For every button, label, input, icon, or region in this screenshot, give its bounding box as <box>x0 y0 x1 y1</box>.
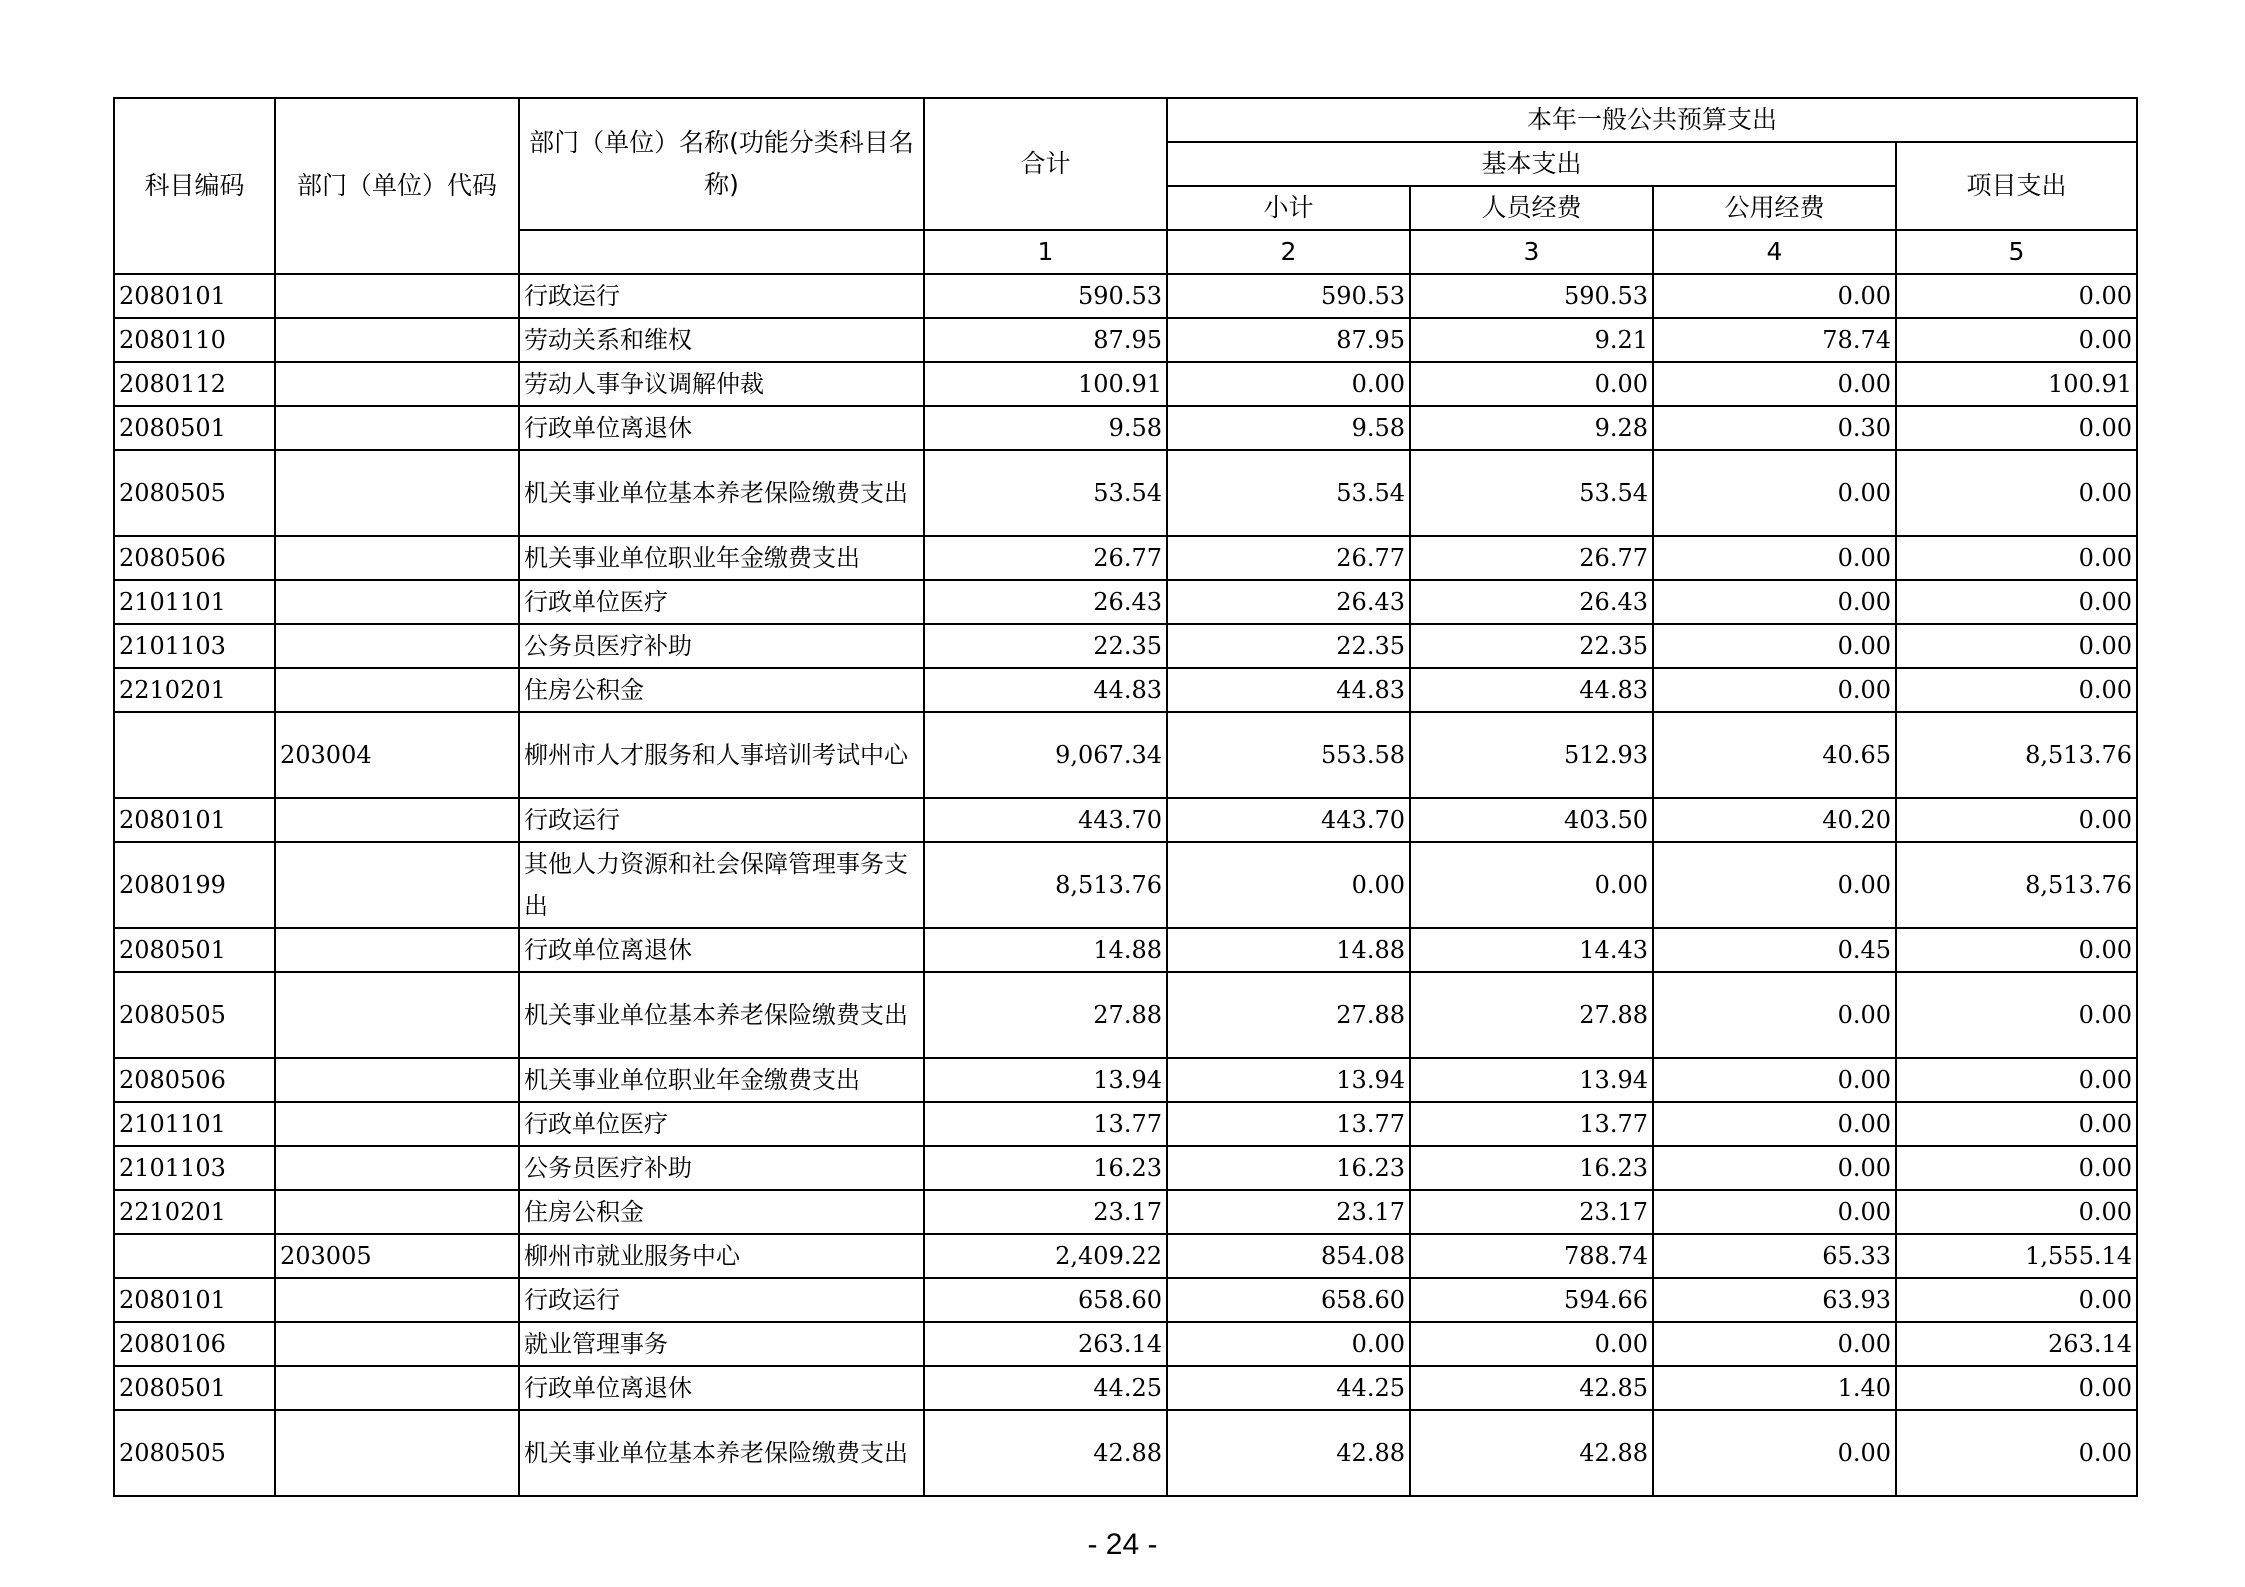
personnel-cell: 27.88 <box>1410 972 1653 1058</box>
subject-code-cell: 2080110 <box>114 318 275 362</box>
project-cell: 100.91 <box>1896 362 2137 406</box>
total-cell: 9.58 <box>924 406 1167 450</box>
dept-name-cell: 公务员医疗补助 <box>519 624 924 668</box>
personnel-cell: 14.43 <box>1410 928 1653 972</box>
dept-code-cell: 203005 <box>275 1234 519 1278</box>
dept-name-cell: 机关事业单位基本养老保险缴费支出 <box>519 450 924 536</box>
subject-code-cell <box>114 712 275 798</box>
dept-name-cell: 行政运行 <box>519 798 924 842</box>
project-cell: 0.00 <box>1896 1410 2137 1496</box>
table-row <box>114 1366 2137 1410</box>
subject-code-cell: 2080501 <box>114 1366 275 1410</box>
project-cell: 0.00 <box>1896 798 2137 842</box>
dept-name-cell: 机关事业单位职业年金缴费支出 <box>519 536 924 580</box>
header-index-5: 5 <box>1896 230 2137 274</box>
dept-code-cell <box>275 580 519 624</box>
dept-code-cell <box>275 362 519 406</box>
personnel-cell: 9.28 <box>1410 406 1653 450</box>
project-cell: 8,513.76 <box>1896 842 2137 928</box>
dept-name-cell: 行政单位医疗 <box>519 580 924 624</box>
dept-name-cell: 行政单位离退休 <box>519 928 924 972</box>
project-cell: 0.00 <box>1896 318 2137 362</box>
dept-code-cell <box>275 1058 519 1102</box>
personnel-cell: 16.23 <box>1410 1146 1653 1190</box>
subject-code-cell: 2080505 <box>114 972 275 1058</box>
subject-code-cell: 2101101 <box>114 1102 275 1146</box>
table-row <box>114 406 2137 450</box>
header-project-expenditure: 项目支出 <box>1896 142 2137 230</box>
dept-name-cell: 其他人力资源和社会保障管理事务支出 <box>519 842 924 928</box>
personnel-cell: 0.00 <box>1410 362 1653 406</box>
subject-code-cell: 2080106 <box>114 1322 275 1366</box>
table-row <box>114 1278 2137 1322</box>
dept-code-cell <box>275 450 519 536</box>
header-public: 公用经费 <box>1653 186 1896 230</box>
subtotal-cell: 553.58 <box>1167 712 1410 798</box>
header-index-1: 1 <box>924 230 1167 274</box>
subtotal-cell: 87.95 <box>1167 318 1410 362</box>
project-cell: 0.00 <box>1896 406 2137 450</box>
total-cell: 263.14 <box>924 1322 1167 1366</box>
dept-name-cell: 行政运行 <box>519 274 924 318</box>
project-cell: 0.00 <box>1896 1102 2137 1146</box>
table-row <box>114 1234 2137 1278</box>
personnel-cell: 42.88 <box>1410 1410 1653 1496</box>
public-cell: 0.00 <box>1653 1146 1896 1190</box>
dept-code-cell <box>275 928 519 972</box>
table-row <box>114 1190 2137 1234</box>
table-row <box>114 668 2137 712</box>
personnel-cell: 13.94 <box>1410 1058 1653 1102</box>
total-cell: 14.88 <box>924 928 1167 972</box>
total-cell: 22.35 <box>924 624 1167 668</box>
dept-code-cell: 203004 <box>275 712 519 798</box>
public-cell: 0.00 <box>1653 450 1896 536</box>
table-row <box>114 318 2137 362</box>
subject-code-cell: 2080501 <box>114 928 275 972</box>
subject-code-cell: 2080505 <box>114 450 275 536</box>
subtotal-cell: 44.25 <box>1167 1366 1410 1410</box>
header-budget-group: 本年一般公共预算支出 <box>1167 98 2137 142</box>
personnel-cell: 0.00 <box>1410 1322 1653 1366</box>
subtotal-cell: 13.77 <box>1167 1102 1410 1146</box>
subtotal-cell: 0.00 <box>1167 842 1410 928</box>
total-cell: 9,067.34 <box>924 712 1167 798</box>
subtotal-cell: 443.70 <box>1167 798 1410 842</box>
subject-code-cell: 2210201 <box>114 668 275 712</box>
subject-code-cell: 2101103 <box>114 1146 275 1190</box>
public-cell: 0.00 <box>1653 1410 1896 1496</box>
public-cell: 0.45 <box>1653 928 1896 972</box>
subtotal-cell: 0.00 <box>1167 362 1410 406</box>
project-cell: 8,513.76 <box>1896 712 2137 798</box>
dept-name-cell: 机关事业单位职业年金缴费支出 <box>519 1058 924 1102</box>
table-row <box>114 798 2137 842</box>
project-cell: 0.00 <box>1896 1190 2137 1234</box>
dept-name-cell: 住房公积金 <box>519 668 924 712</box>
subject-code-cell: 2101103 <box>114 624 275 668</box>
total-cell: 13.94 <box>924 1058 1167 1102</box>
public-cell: 0.00 <box>1653 972 1896 1058</box>
subject-code-cell <box>114 1234 275 1278</box>
table-row <box>114 1410 2137 1496</box>
subtotal-cell: 854.08 <box>1167 1234 1410 1278</box>
public-cell: 0.00 <box>1653 1190 1896 1234</box>
subtotal-cell: 0.00 <box>1167 1322 1410 1366</box>
subtotal-cell: 26.77 <box>1167 536 1410 580</box>
table-row <box>114 580 2137 624</box>
dept-code-cell <box>275 1366 519 1410</box>
header-total: 合计 <box>924 98 1167 230</box>
dept-name-cell: 行政运行 <box>519 1278 924 1322</box>
personnel-cell: 594.66 <box>1410 1278 1653 1322</box>
subtotal-cell: 13.94 <box>1167 1058 1410 1102</box>
table-row <box>114 1322 2137 1366</box>
personnel-cell: 23.17 <box>1410 1190 1653 1234</box>
public-cell: 65.33 <box>1653 1234 1896 1278</box>
total-cell: 100.91 <box>924 362 1167 406</box>
public-cell: 0.00 <box>1653 1322 1896 1366</box>
total-cell: 87.95 <box>924 318 1167 362</box>
project-cell: 0.00 <box>1896 972 2137 1058</box>
table-row <box>114 712 2137 798</box>
table-row <box>114 972 2137 1058</box>
total-cell: 2,409.22 <box>924 1234 1167 1278</box>
personnel-cell: 403.50 <box>1410 798 1653 842</box>
dept-name-cell: 住房公积金 <box>519 1190 924 1234</box>
dept-name-cell: 行政单位离退休 <box>519 406 924 450</box>
dept-name-cell: 机关事业单位基本养老保险缴费支出 <box>519 972 924 1058</box>
total-cell: 26.43 <box>924 580 1167 624</box>
personnel-cell: 512.93 <box>1410 712 1653 798</box>
table-row <box>114 536 2137 580</box>
subtotal-cell: 9.58 <box>1167 406 1410 450</box>
header-personnel: 人员经费 <box>1410 186 1653 230</box>
personnel-cell: 13.77 <box>1410 1102 1653 1146</box>
subtotal-cell: 44.83 <box>1167 668 1410 712</box>
total-cell: 443.70 <box>924 798 1167 842</box>
subtotal-cell: 42.88 <box>1167 1410 1410 1496</box>
personnel-cell: 42.85 <box>1410 1366 1653 1410</box>
public-cell: 40.65 <box>1653 712 1896 798</box>
total-cell: 44.83 <box>924 668 1167 712</box>
personnel-cell: 9.21 <box>1410 318 1653 362</box>
dept-code-cell <box>275 842 519 928</box>
dept-name-cell: 就业管理事务 <box>519 1322 924 1366</box>
dept-name-cell: 机关事业单位基本养老保险缴费支出 <box>519 1410 924 1496</box>
subtotal-cell: 53.54 <box>1167 450 1410 536</box>
public-cell: 0.30 <box>1653 406 1896 450</box>
public-cell: 78.74 <box>1653 318 1896 362</box>
header-index-2: 2 <box>1167 230 1410 274</box>
project-cell: 0.00 <box>1896 580 2137 624</box>
budget-table <box>113 97 2138 1497</box>
personnel-cell: 590.53 <box>1410 274 1653 318</box>
table-row <box>114 1102 2137 1146</box>
subject-code-cell: 2080101 <box>114 1278 275 1322</box>
personnel-cell: 0.00 <box>1410 842 1653 928</box>
table-row <box>114 1058 2137 1102</box>
header-index-blank <box>519 230 924 274</box>
subject-code-cell: 2210201 <box>114 1190 275 1234</box>
table-row <box>114 274 2137 318</box>
dept-name-cell: 柳州市就业服务中心 <box>519 1234 924 1278</box>
table-row <box>114 1146 2137 1190</box>
dept-name-cell: 劳动关系和维权 <box>519 318 924 362</box>
subject-code-cell: 2080101 <box>114 274 275 318</box>
public-cell: 0.00 <box>1653 668 1896 712</box>
personnel-cell: 26.77 <box>1410 536 1653 580</box>
table-header <box>114 98 2137 274</box>
dept-code-cell <box>275 972 519 1058</box>
header-subtotal: 小计 <box>1167 186 1410 230</box>
total-cell: 23.17 <box>924 1190 1167 1234</box>
total-cell: 26.77 <box>924 536 1167 580</box>
subtotal-cell: 26.43 <box>1167 580 1410 624</box>
public-cell: 0.00 <box>1653 842 1896 928</box>
header-basic-expenditure: 基本支出 <box>1167 142 1896 186</box>
public-cell: 0.00 <box>1653 580 1896 624</box>
header-index-3: 3 <box>1410 230 1653 274</box>
subtotal-cell: 590.53 <box>1167 274 1410 318</box>
dept-name-cell: 行政单位医疗 <box>519 1102 924 1146</box>
dept-code-cell <box>275 1410 519 1496</box>
subtotal-cell: 14.88 <box>1167 928 1410 972</box>
dept-code-cell <box>275 798 519 842</box>
public-cell: 0.00 <box>1653 536 1896 580</box>
subject-code-cell: 2080506 <box>114 1058 275 1102</box>
subtotal-cell: 23.17 <box>1167 1190 1410 1234</box>
dept-name-cell: 劳动人事争议调解仲裁 <box>519 362 924 406</box>
header-subject-code: 科目编码 <box>114 98 275 274</box>
public-cell: 0.00 <box>1653 274 1896 318</box>
public-cell: 0.00 <box>1653 1058 1896 1102</box>
dept-code-cell <box>275 274 519 318</box>
subject-code-cell: 2080112 <box>114 362 275 406</box>
total-cell: 42.88 <box>924 1410 1167 1496</box>
table-row <box>114 450 2137 536</box>
dept-code-cell <box>275 1190 519 1234</box>
table-row <box>114 362 2137 406</box>
public-cell: 0.00 <box>1653 1102 1896 1146</box>
project-cell: 0.00 <box>1896 1278 2137 1322</box>
dept-code-cell <box>275 1102 519 1146</box>
table-row <box>114 624 2137 668</box>
header-dept-name: 部门（单位）名称(功能分类科目名称) <box>519 98 924 230</box>
total-cell: 8,513.76 <box>924 842 1167 928</box>
total-cell: 16.23 <box>924 1146 1167 1190</box>
total-cell: 27.88 <box>924 972 1167 1058</box>
dept-name-cell: 柳州市人才服务和人事培训考试中心 <box>519 712 924 798</box>
public-cell: 1.40 <box>1653 1366 1896 1410</box>
personnel-cell: 53.54 <box>1410 450 1653 536</box>
dept-code-cell <box>275 1146 519 1190</box>
project-cell: 0.00 <box>1896 668 2137 712</box>
subject-code-cell: 2080199 <box>114 842 275 928</box>
table-body <box>114 274 2137 1496</box>
project-cell: 0.00 <box>1896 928 2137 972</box>
dept-name-cell: 行政单位离退休 <box>519 1366 924 1410</box>
dept-code-cell <box>275 406 519 450</box>
subject-code-cell: 2080506 <box>114 536 275 580</box>
dept-code-cell <box>275 1322 519 1366</box>
subject-code-cell: 2080101 <box>114 798 275 842</box>
subtotal-cell: 22.35 <box>1167 624 1410 668</box>
total-cell: 13.77 <box>924 1102 1167 1146</box>
personnel-cell: 44.83 <box>1410 668 1653 712</box>
total-cell: 590.53 <box>924 274 1167 318</box>
subtotal-cell: 27.88 <box>1167 972 1410 1058</box>
dept-code-cell <box>275 318 519 362</box>
public-cell: 0.00 <box>1653 362 1896 406</box>
project-cell: 0.00 <box>1896 1146 2137 1190</box>
subject-code-cell: 2080505 <box>114 1410 275 1496</box>
subtotal-cell: 16.23 <box>1167 1146 1410 1190</box>
total-cell: 658.60 <box>924 1278 1167 1322</box>
dept-code-cell <box>275 624 519 668</box>
subject-code-cell: 2101101 <box>114 580 275 624</box>
project-cell: 0.00 <box>1896 536 2137 580</box>
dept-code-cell <box>275 668 519 712</box>
subtotal-cell: 658.60 <box>1167 1278 1410 1322</box>
dept-name-cell: 公务员医疗补助 <box>519 1146 924 1190</box>
page-number: - 24 - <box>1087 1528 1158 1561</box>
dept-code-cell <box>275 1278 519 1322</box>
dept-code-cell <box>275 536 519 580</box>
project-cell: 1,555.14 <box>1896 1234 2137 1278</box>
project-cell: 0.00 <box>1896 1366 2137 1410</box>
total-cell: 53.54 <box>924 450 1167 536</box>
public-cell: 63.93 <box>1653 1278 1896 1322</box>
project-cell: 0.00 <box>1896 450 2137 536</box>
header-dept-code: 部门（单位）代码 <box>275 98 519 274</box>
personnel-cell: 788.74 <box>1410 1234 1653 1278</box>
project-cell: 0.00 <box>1896 274 2137 318</box>
public-cell: 0.00 <box>1653 624 1896 668</box>
subject-code-cell: 2080501 <box>114 406 275 450</box>
project-cell: 0.00 <box>1896 1058 2137 1102</box>
total-cell: 44.25 <box>924 1366 1167 1410</box>
table-row <box>114 928 2137 972</box>
project-cell: 263.14 <box>1896 1322 2137 1366</box>
personnel-cell: 22.35 <box>1410 624 1653 668</box>
public-cell: 40.20 <box>1653 798 1896 842</box>
table-row <box>114 842 2137 928</box>
header-index-4: 4 <box>1653 230 1896 274</box>
project-cell: 0.00 <box>1896 624 2137 668</box>
personnel-cell: 26.43 <box>1410 580 1653 624</box>
